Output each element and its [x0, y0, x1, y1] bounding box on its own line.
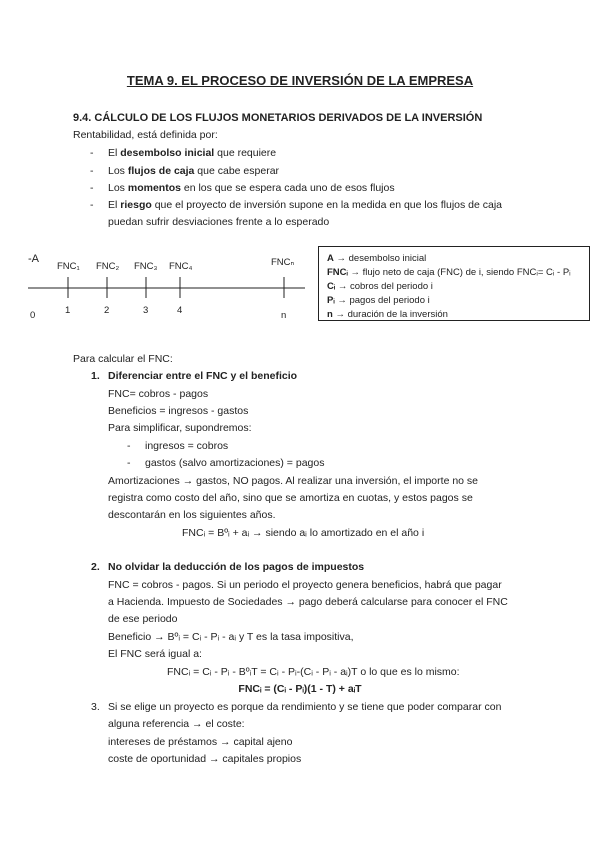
legend-box	[318, 246, 590, 321]
step-3-line: Si se elige un proyecto es porque da rendimiento y se tiene que poder comparar con	[108, 701, 502, 713]
step-3-line: intereses de préstamos → capital ajeno	[108, 736, 293, 748]
step-1-sub-1: ingresos = cobros	[145, 440, 229, 452]
bullet-1: El desembolso inicial que requiere	[108, 147, 277, 159]
step-2-line: FNC = cobros - pagos. Si un periodo el proyecto genera beneficios, habrá que pagar	[108, 579, 502, 591]
tick-label-1: 1	[65, 305, 71, 316]
step-2-line: Beneficio → Bºᵢ = Cᵢ - Pᵢ - aᵢ y T es la tasa impositiva,	[108, 631, 354, 643]
tick-label-n: n	[281, 310, 287, 321]
step-2-number: 2.	[91, 561, 100, 573]
bullet-3: Los momentos en los que se espera cada uno de esos flujos	[108, 182, 395, 194]
section-heading: 9.4. CÁLCULO DE LOS FLUJOS MONETARIOS DERIVADOS DE LA INVERSIÓN	[73, 112, 483, 124]
step-1-line: Para simplificar, supondremos:	[108, 422, 252, 434]
page-title: TEMA 9. EL PROCESO DE INVERSIÓN DE LA EMPRESA	[126, 73, 474, 88]
fnc-1-label: FNC₁	[57, 261, 80, 272]
bullet-4-cont: puedan sufrir desviaciones frente a lo esperado	[108, 216, 330, 228]
legend-line-5: n → duración de la inversión	[327, 309, 448, 320]
step-1-formula: FNCᵢ = Bºᵢ + aᵢ → siendo aᵢ lo amortizado en el año i	[182, 527, 425, 539]
legend-line-2: FNCᵢ → flujo neto de caja (FNC) de i, siendo FNCᵢ= Cᵢ - Pᵢ	[327, 267, 571, 278]
step-3-line: coste de oportunidad → capitales propios	[108, 753, 302, 765]
tick-label-4: 4	[177, 305, 183, 316]
step-1-line: FNC= cobros - pagos	[108, 388, 209, 400]
bullet-2: Los flujos de caja que cabe esperar	[108, 165, 280, 177]
step-1-sub-2: gastos (salvo amortizaciones) = pagos	[145, 457, 325, 469]
bullet-4: El riesgo que el proyecto de inversión supone en la medida en que los flujos de caja	[108, 199, 503, 211]
step-2-formula-2: FNCᵢ = (Cᵢ - Pᵢ)(1 - T) + aᵢT	[238, 683, 362, 695]
step-1-para: registra como costo del año, sino que se amortiza en cuotas, y estos pagos se	[108, 492, 473, 504]
calc-intro: Para calcular el FNC:	[73, 353, 173, 365]
fnc-n-label: FNCₙ	[271, 257, 295, 268]
step-1-number: 1.	[91, 370, 100, 382]
step-1-para: Amortizaciones → gastos, NO pagos. Al realizar una inversión, el importe no se	[108, 475, 479, 487]
step-2-formula-1: FNCᵢ = Cᵢ - Pᵢ - BºᵢT = Cᵢ - Pᵢ-(Cᵢ - Pᵢ - aᵢ)T o lo que es lo mismo:	[167, 666, 460, 678]
legend-line-4: Pᵢ → pagos del periodo i	[327, 295, 430, 306]
tick-label-3: 3	[143, 305, 149, 316]
step-2-line: a Hacienda. Impuesto de Sociedades → pago deberá calcularse para conocer el FNC	[108, 596, 508, 608]
step-1-line: Beneficios = ingresos - gastos	[108, 405, 249, 417]
step-3-line: alguna referencia → el coste:	[108, 718, 245, 730]
legend-line-3: Cᵢ → cobros del periodo i	[327, 281, 433, 292]
step-1-heading: Diferenciar entre el FNC y el beneficio	[108, 370, 298, 382]
intro-text: Rentabilidad, está definida por:	[73, 129, 218, 141]
step-2-line: de ese periodo	[108, 613, 178, 625]
legend-line-1: A → desembolso inicial	[327, 253, 427, 264]
fnc-4-label: FNC₄	[169, 261, 193, 272]
step-1-para: descontarán en los siguientes años.	[108, 509, 276, 521]
tick-label-2: 2	[104, 305, 110, 316]
step-2-heading: No olvidar la deducción de los pagos de impuestos	[108, 561, 365, 573]
fnc-3-label: FNC₃	[134, 261, 158, 272]
timeline-a-label: -A	[28, 253, 39, 265]
tick-label-0: 0	[30, 310, 36, 321]
step-2-line: El FNC será igual a:	[108, 648, 202, 660]
step-3-number: 3.	[91, 701, 100, 713]
fnc-2-label: FNC₂	[96, 261, 120, 272]
